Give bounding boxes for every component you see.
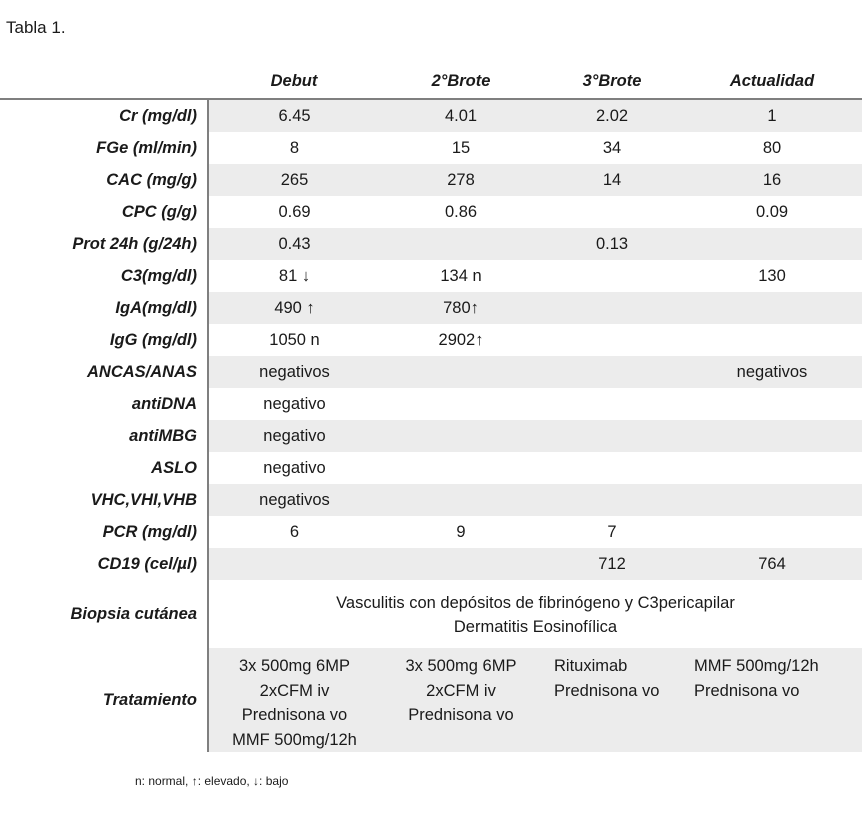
row-label: CAC (mg/g)	[0, 164, 208, 196]
table-cell: 712	[542, 548, 682, 580]
clinical-table	[0, 64, 862, 752]
table-cell: 0.43	[208, 228, 380, 260]
footnote: n: normal, ↑: elevado, ↓: bajo	[135, 774, 289, 788]
table-row	[0, 516, 862, 548]
table-cell: 0.13	[542, 228, 682, 260]
treatment-line: Prednisona vo	[241, 706, 348, 724]
treatment-row	[0, 648, 862, 752]
row-label: Tratamiento	[0, 648, 208, 752]
table-cell	[380, 484, 542, 516]
table-cell: 0.86	[444, 202, 478, 221]
table-cell	[380, 228, 542, 260]
table-row	[0, 228, 862, 260]
table-cell	[542, 420, 682, 452]
table-cell: 2.02	[542, 99, 682, 132]
row-label: Biopsia cutánea	[0, 580, 208, 648]
treatment-line: Prednisona vo	[408, 706, 514, 724]
header-row	[0, 64, 862, 99]
table-cell	[542, 292, 682, 324]
table-cell: negativo	[263, 458, 326, 477]
table-cell: 490 ↑	[208, 292, 380, 324]
table-cell: 278	[380, 164, 542, 196]
table-cell: 6.45	[208, 99, 380, 132]
table-cell: 130	[758, 266, 786, 285]
row-label: IgA(mg/dl)	[0, 292, 208, 324]
row-label: Cr (mg/dl)	[0, 99, 208, 132]
treatment-line: 3x 500mg 6MP	[405, 657, 517, 675]
table-cell: 7	[607, 522, 617, 541]
table-row	[0, 164, 862, 196]
table-cell: negativo	[263, 394, 326, 413]
table-cell: 15	[451, 138, 471, 157]
treatment-line: 3x 500mg 6MP	[239, 657, 350, 675]
table-cell: negativo	[208, 420, 380, 452]
treatment-actualidad	[682, 648, 862, 752]
table-row	[0, 324, 862, 356]
table-cell	[542, 260, 682, 292]
table-cell: 265	[208, 164, 380, 196]
table-cell: 764	[682, 548, 862, 580]
table-cell	[380, 452, 542, 484]
table-cell	[542, 452, 682, 484]
header-corner	[0, 64, 208, 99]
treatment-debut	[208, 648, 380, 752]
table-cell: 8	[289, 138, 300, 157]
row-label: FGe (ml/min)	[0, 132, 208, 164]
row-label: Prot 24h (g/24h)	[0, 228, 208, 260]
table-cell	[542, 388, 682, 420]
treatment-line: Prednisona vo	[694, 681, 800, 700]
table-row	[0, 99, 862, 132]
row-label: antiDNA	[0, 388, 208, 420]
table-cell: 14	[542, 164, 682, 196]
table-cell	[380, 420, 542, 452]
treatment-brote2	[380, 648, 542, 752]
table-cell: 780↑	[380, 292, 542, 324]
treatment-line: 2xCFM iv	[426, 681, 496, 700]
table-cell: 16	[682, 164, 862, 196]
table-cell	[682, 228, 862, 260]
table-cell	[380, 548, 542, 580]
table-cell: 2902↑	[438, 330, 484, 349]
header-brote3: 3°Brote	[542, 64, 682, 99]
table-cell	[542, 324, 682, 356]
biopsy-line: Vasculitis con depósitos de fibrinógeno y C3pericapilar	[336, 594, 735, 612]
table-cell	[380, 388, 542, 420]
table-cell: 80	[762, 138, 782, 157]
table-cell: 0.69	[278, 202, 311, 221]
table-row	[0, 420, 862, 452]
table-cell: 0.09	[755, 202, 789, 221]
table-row	[0, 132, 862, 164]
row-label: ANCAS/ANAS	[0, 356, 208, 388]
row-label: IgG (mg/dl)	[0, 324, 208, 356]
row-label: PCR (mg/dl)	[0, 516, 208, 548]
table-cell: 6	[289, 522, 300, 541]
table-cell	[380, 356, 542, 388]
table-cell: 9	[456, 522, 466, 541]
table-cell: negativos	[682, 356, 862, 388]
table-cell	[208, 548, 380, 580]
table-cell: 1050 n	[269, 330, 320, 349]
table-cell	[682, 324, 862, 356]
table-cell: 34	[602, 138, 622, 157]
table-row	[0, 260, 862, 292]
table-cell	[542, 484, 682, 516]
header-actualidad: Actualidad	[682, 64, 862, 99]
table-cell	[682, 484, 862, 516]
treatment-line: MMF 500mg/12h	[232, 730, 357, 749]
row-label: C3(mg/dl)	[0, 260, 208, 292]
table-cell: 4.01	[380, 99, 542, 132]
treatment-brote3	[542, 648, 682, 752]
table-title: Tabla 1.	[6, 18, 66, 37]
header-brote2: 2°Brote	[380, 64, 542, 99]
table-cell	[682, 516, 862, 548]
table-row	[0, 292, 862, 324]
table-cell	[682, 388, 862, 420]
table-cell: negativos	[208, 484, 380, 516]
treatment-line: Prednisona vo	[554, 681, 660, 700]
table-row	[0, 388, 862, 420]
table-cell: negativos	[208, 356, 380, 388]
treatment-line: 2xCFM iv	[259, 681, 330, 700]
treatment-line: MMF 500mg/12h	[694, 657, 819, 675]
table-row	[0, 356, 862, 388]
table-row	[0, 196, 862, 228]
table-cell: 1	[682, 99, 862, 132]
table-cell: 81 ↓	[278, 266, 311, 285]
table-cell	[542, 356, 682, 388]
biopsy-line: Dermatitis Eosinofílica	[453, 618, 618, 636]
table-cell	[682, 292, 862, 324]
row-label: antiMBG	[0, 420, 208, 452]
biopsy-text	[208, 580, 862, 648]
table-row	[0, 452, 862, 484]
table-cell	[542, 196, 682, 228]
table-cell: 134 n	[440, 266, 482, 285]
biopsy-row	[0, 580, 862, 648]
header-debut: Debut	[208, 64, 380, 99]
treatment-line: Rituximab	[554, 657, 628, 675]
row-label: ASLO	[0, 452, 208, 484]
table-cell	[682, 452, 862, 484]
table-row	[0, 484, 862, 516]
row-label: CPC (g/g)	[0, 196, 208, 228]
row-label: CD19 (cel/µl)	[0, 548, 208, 580]
table-cell	[682, 420, 862, 452]
table-row	[0, 548, 862, 580]
row-label: VHC,VHI,VHB	[0, 484, 208, 516]
